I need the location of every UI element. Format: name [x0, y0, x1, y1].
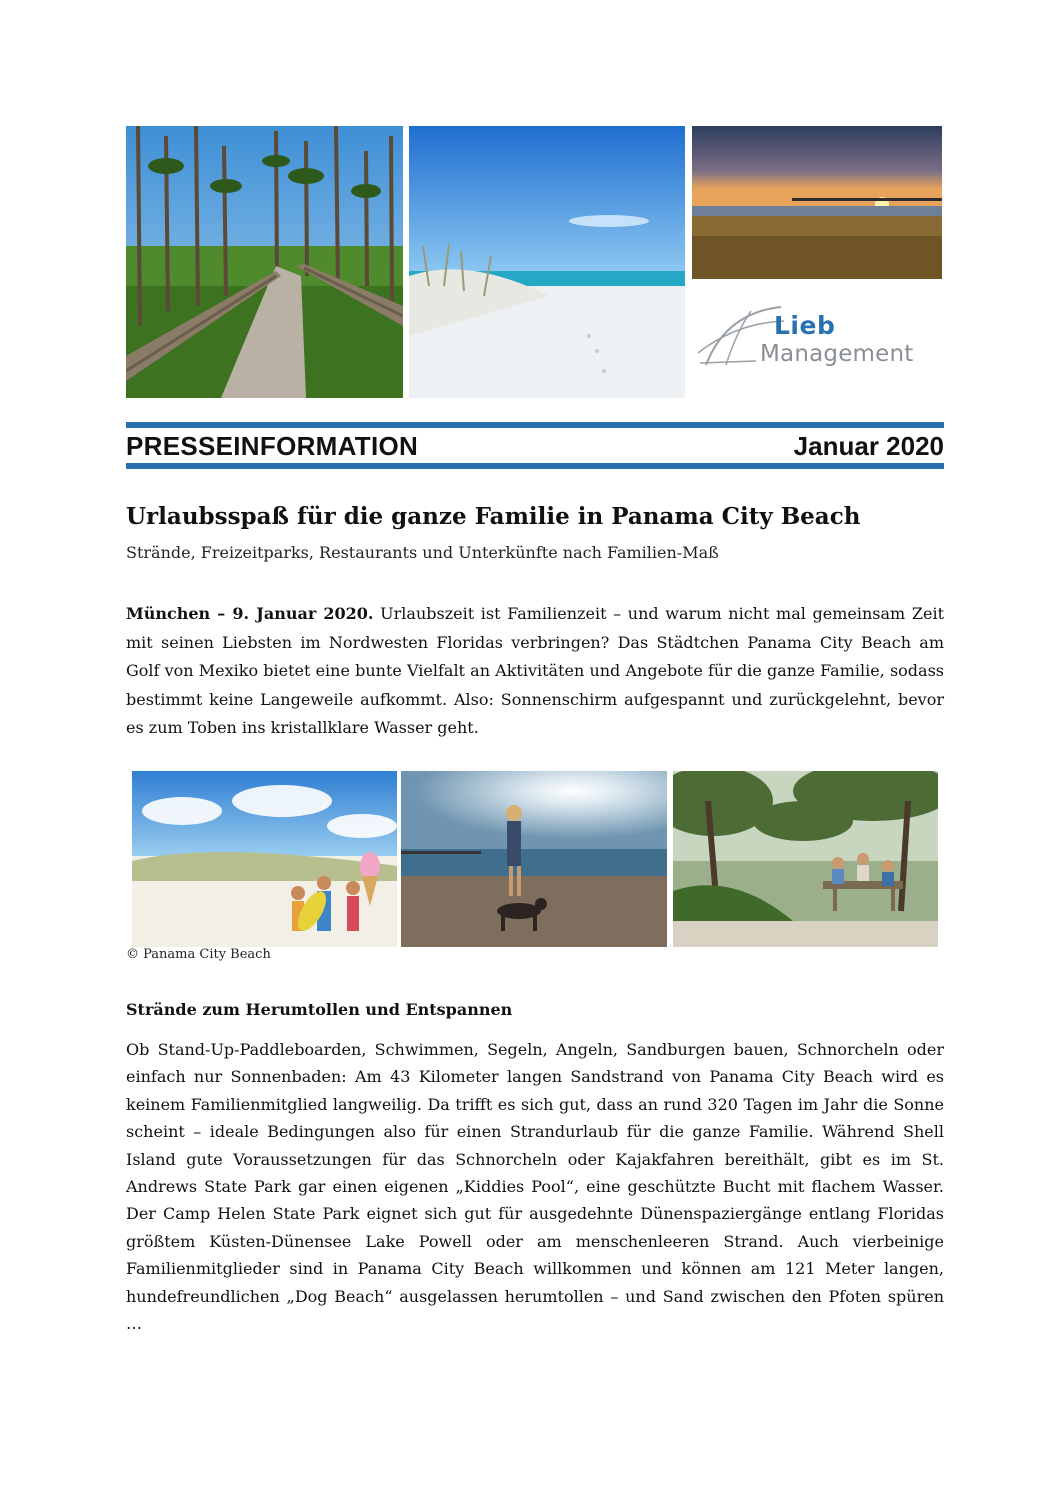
section-title: Strände zum Herumtollen und Entspannen: [126, 1000, 513, 1019]
header-rule-top: [126, 422, 944, 428]
photo-caption: © Panama City Beach: [126, 947, 271, 962]
press-date: Januar 2020: [793, 431, 944, 461]
article-lead: [126, 600, 944, 743]
sunset-pier-photo: [692, 126, 942, 279]
kids-on-beach-photo: [132, 771, 397, 947]
article-headline: Urlaubsspaß für die ganze Familie in Panama City Beach: [126, 503, 861, 530]
press-info-label: PRESSEINFORMATION: [126, 431, 419, 461]
lead-text: Urlaubszeit ist Familienzeit – und warum nicht mal gemeinsam Zeit mit seinen Liebsten im Nordwesten Floridas verbringen? Das Städtchen Panama City Beach am Golf von Mexiko bietet eine bunte Vielfalt an Aktivitäten und Angebote für die ganze Familie, sodass bestimmt keine Langeweile aufkommt. Also: Sonnenschirm aufgespannt und zurückgelehnt, bevor es zum Toben ins kristallklare Wasser geht.: [126, 604, 945, 737]
family-picnic-park-photo: [673, 771, 938, 947]
logo-name-line2: Management: [760, 341, 914, 367]
article-subheadline: Strände, Freizeitparks, Restaurants und Unterkünfte nach Familien-Maß: [126, 543, 719, 562]
lieb-management-logo: [692, 283, 942, 395]
white-sand-beach-photo: [409, 126, 685, 398]
section-body: Ob Stand-Up-Paddleboarden, Schwimmen, Segeln, Angeln, Sandburgen bauen, Schnorcheln oder einfach nur Sonnenbaden: Am 43 Kilometer langen Sandstrand von Panama City Beach wird es keinem Familienmitglied langweilig. Da trifft es sich gut, dass an rund 320 Tagen im Jahr die Sonne scheint – ideale Bedingungen also für einen Strandurlaub für die ganze Familie. Während Shell Island gute Voraussetzungen für das Schnorcheln oder Kajakfahren bereithält, gibt es im St. Andrews State Park gar einen eigenen „Kiddies Pool“, eine geschützte Bucht mit flachem Wasser. Der Camp Helen State Park eignet sich gut für ausgedehnte Dünenspaziergänge entlang Floridas größtem Küsten-Dünensee Lake Powell oder am menschenleeren Strand. Auch vierbeinige Familienmitglieder sind in Panama City Beach willkommen und können am 121 Meter langen, hundefreundlichen „Dog Beach“ ausgelassen herumtollen – und Sand zwischen den Pfoten spüren …: [126, 1040, 944, 1334]
lead-dateline: München – 9. Januar 2020.: [126, 604, 374, 623]
logo-name-line1: Lieb: [774, 311, 836, 340]
header-rule-bottom: [126, 463, 944, 469]
boardwalk-forest-photo: [126, 126, 403, 398]
woman-dog-beach-photo: [401, 771, 667, 947]
